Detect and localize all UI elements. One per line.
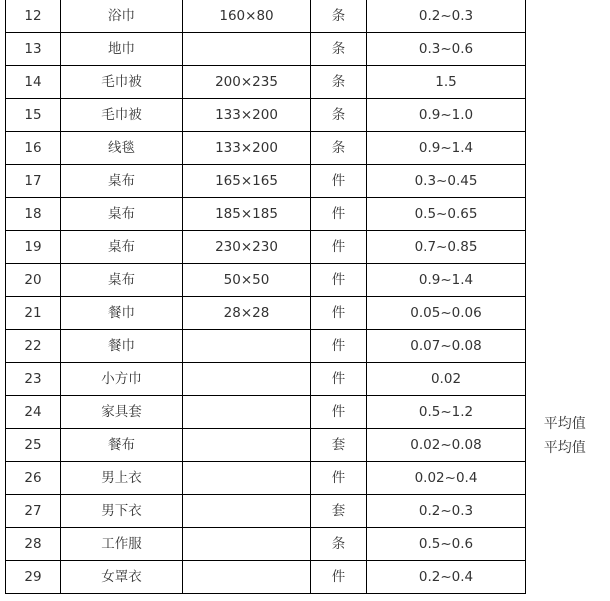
item-name-cell: 餐巾 <box>61 297 183 330</box>
item-value-cell: 0.7~0.85 <box>367 231 526 264</box>
item-name-cell: 餐巾 <box>61 330 183 363</box>
item-name-cell: 桌布 <box>61 165 183 198</box>
item-name-cell: 小方巾 <box>61 363 183 396</box>
item-name-cell: 毛巾被 <box>61 99 183 132</box>
row-number-cell: 28 <box>6 528 61 561</box>
item-value-cell: 0.02~0.08 <box>367 429 526 462</box>
item-value-cell: 0.3~0.45 <box>367 165 526 198</box>
row-number-cell: 21 <box>6 297 61 330</box>
item-name-cell: 地巾 <box>61 33 183 66</box>
row-number-cell: 19 <box>6 231 61 264</box>
item-size-cell: 133×200 <box>183 132 311 165</box>
item-value-cell: 0.02 <box>367 363 526 396</box>
item-value-cell: 0.2~0.3 <box>367 495 526 528</box>
item-name-cell: 桌布 <box>61 198 183 231</box>
item-unit-cell: 条 <box>311 0 367 33</box>
row-number-cell: 22 <box>6 330 61 363</box>
item-name-cell: 女罩衣 <box>61 561 183 594</box>
item-value-cell: 0.9~1.0 <box>367 99 526 132</box>
item-value-cell: 0.5~0.6 <box>367 528 526 561</box>
row-number-cell: 12 <box>6 0 61 33</box>
item-name-cell: 男下衣 <box>61 495 183 528</box>
item-size-cell: 230×230 <box>183 231 311 264</box>
table-row <box>6 429 604 462</box>
item-name-cell: 工作服 <box>61 528 183 561</box>
weight-table <box>5 0 604 594</box>
table-row <box>6 462 604 495</box>
item-size-cell: 50×50 <box>183 264 311 297</box>
table-row <box>6 264 604 297</box>
table-row <box>6 363 604 396</box>
item-value-cell: 0.2~0.4 <box>367 561 526 594</box>
item-unit-cell: 件 <box>311 231 367 264</box>
item-value-cell: 0.5~0.65 <box>367 198 526 231</box>
item-value-cell: 0.3~0.6 <box>367 33 526 66</box>
row-number-cell: 17 <box>6 165 61 198</box>
item-size-cell <box>183 363 311 396</box>
item-name-cell: 家具套 <box>61 396 183 429</box>
item-unit-cell: 件 <box>311 462 367 495</box>
item-name-cell: 餐布 <box>61 429 183 462</box>
table-row <box>6 561 604 594</box>
item-size-cell <box>183 495 311 528</box>
table-row <box>6 33 604 66</box>
item-size-cell <box>183 528 311 561</box>
item-size-cell <box>183 33 311 66</box>
row-number-cell: 13 <box>6 33 61 66</box>
row-number-cell: 18 <box>6 198 61 231</box>
item-value-cell: 0.9~1.4 <box>367 132 526 165</box>
item-unit-cell: 条 <box>311 99 367 132</box>
item-unit-cell: 套 <box>311 429 367 462</box>
item-size-cell: 28×28 <box>183 297 311 330</box>
table-row <box>6 132 604 165</box>
item-size-cell: 185×185 <box>183 198 311 231</box>
table-row <box>6 99 604 132</box>
item-size-cell <box>183 396 311 429</box>
item-unit-cell: 件 <box>311 561 367 594</box>
table-row <box>6 66 604 99</box>
item-unit-cell: 件 <box>311 264 367 297</box>
item-value-cell: 0.05~0.06 <box>367 297 526 330</box>
row-number-cell: 29 <box>6 561 61 594</box>
item-unit-cell: 条 <box>311 528 367 561</box>
item-unit-cell: 件 <box>311 165 367 198</box>
item-unit-cell: 套 <box>311 495 367 528</box>
item-size-cell <box>183 462 311 495</box>
item-size-cell: 165×165 <box>183 165 311 198</box>
table-row <box>6 165 604 198</box>
item-unit-cell: 件 <box>311 330 367 363</box>
row-number-cell: 20 <box>6 264 61 297</box>
table-row <box>6 198 604 231</box>
remark-text: 平均值 <box>543 440 586 456</box>
row-number-cell: 23 <box>6 363 61 396</box>
item-name-cell: 男上衣 <box>61 462 183 495</box>
item-unit-cell: 件 <box>311 396 367 429</box>
row-number-cell: 27 <box>6 495 61 528</box>
item-value-cell: 0.9~1.4 <box>367 264 526 297</box>
item-unit-cell: 件 <box>311 297 367 330</box>
table-row <box>6 297 604 330</box>
item-value-cell: 1.5 <box>367 66 526 99</box>
row-number-cell: 26 <box>6 462 61 495</box>
row-number-cell: 16 <box>6 132 61 165</box>
item-name-cell: 桌布 <box>61 264 183 297</box>
table-row <box>6 495 604 528</box>
item-value-cell: 0.07~0.08 <box>367 330 526 363</box>
item-name-cell: 桌布 <box>61 231 183 264</box>
item-unit-cell: 件 <box>311 363 367 396</box>
item-size-cell <box>183 429 311 462</box>
item-unit-cell: 条 <box>311 33 367 66</box>
item-size-cell: 160×80 <box>183 0 311 33</box>
item-value-cell: 0.5~1.2 <box>367 396 526 429</box>
item-unit-cell: 件 <box>311 198 367 231</box>
row-number-cell: 25 <box>6 429 61 462</box>
item-value-cell: 0.02~0.4 <box>367 462 526 495</box>
table-row <box>6 330 604 363</box>
table-row <box>6 0 604 33</box>
item-size-cell <box>183 561 311 594</box>
table-row <box>6 396 604 429</box>
table-row <box>6 528 604 561</box>
item-name-cell: 浴巾 <box>61 0 183 33</box>
item-size-cell: 133×200 <box>183 99 311 132</box>
item-value-cell: 0.2~0.3 <box>367 0 526 33</box>
item-size-cell: 200×235 <box>183 66 311 99</box>
remark-text: 平均值 <box>543 416 586 432</box>
item-size-cell <box>183 330 311 363</box>
item-unit-cell: 条 <box>311 132 367 165</box>
row-number-cell: 15 <box>6 99 61 132</box>
item-name-cell: 毛巾被 <box>61 66 183 99</box>
table-body <box>6 0 604 594</box>
item-name-cell: 线毯 <box>61 132 183 165</box>
row-number-cell: 14 <box>6 66 61 99</box>
item-unit-cell: 条 <box>311 66 367 99</box>
table-row <box>6 231 604 264</box>
row-number-cell: 24 <box>6 396 61 429</box>
remark-cell <box>526 0 604 594</box>
